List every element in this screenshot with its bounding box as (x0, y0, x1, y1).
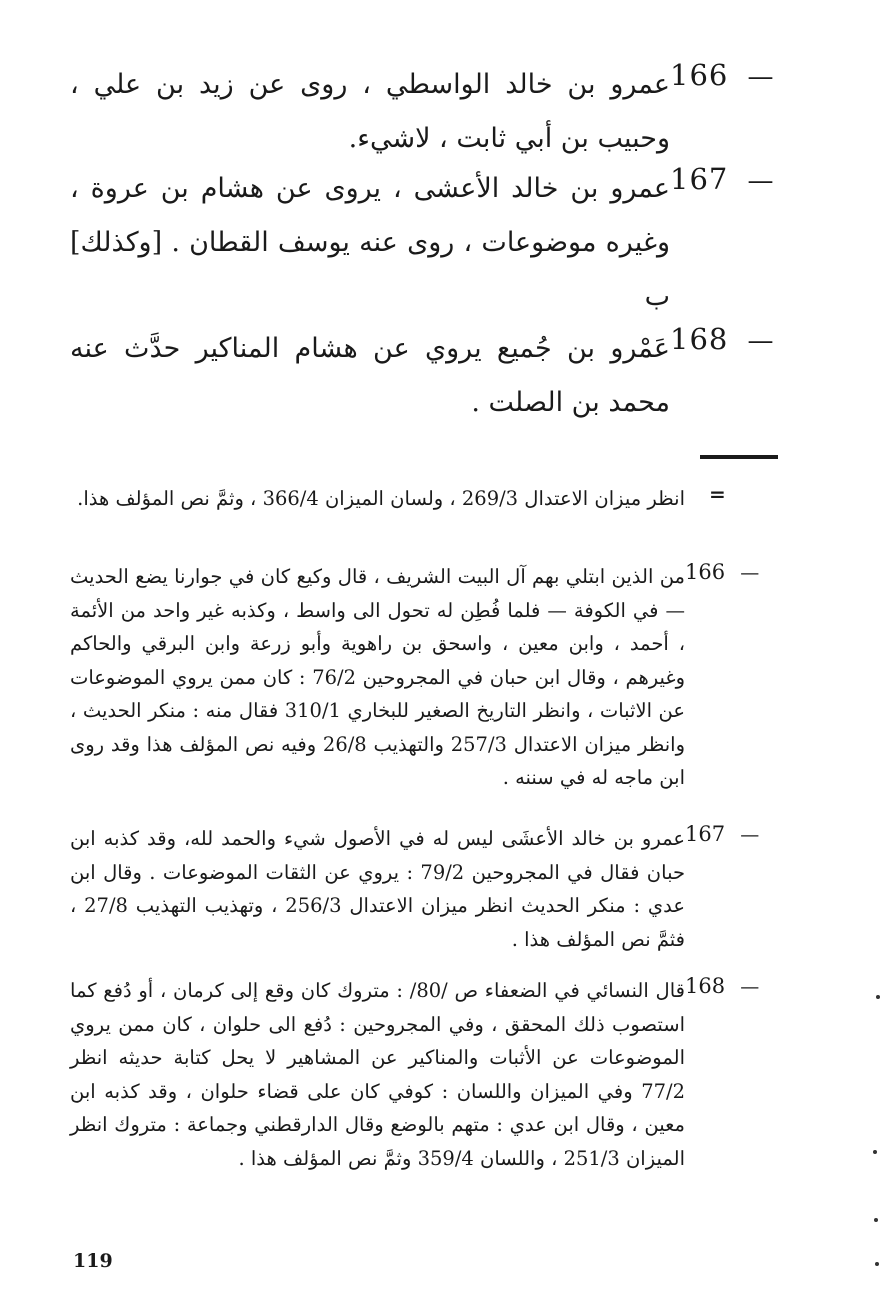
footnote-dash: — (740, 824, 760, 846)
entry-text: عَمْرو بن جُميع يروي عن هشام المناكير حدَّث عنه محمد بن الصلت . (70, 333, 670, 418)
page-number: 119 (73, 1250, 113, 1272)
footnote-dash: — (740, 562, 760, 584)
entry-number: 168 (670, 322, 729, 356)
footnote-167 (70, 822, 785, 956)
footnote-166 (70, 560, 785, 795)
footnote-text: انظر ميزان الاعتدال 269/3 ، ولسان الميزان 366/4 ، وثمَّ نص المؤلف هذا. (77, 487, 685, 510)
scan-speck (874, 1218, 878, 1222)
entry-text: عمرو بن خالد الأعشى ، يروى عن هشام بن عروة ، وغيره موضوعات ، روى عنه يوسف القطان . [وكذلك] ب (70, 173, 670, 312)
entry-dash: — (747, 166, 774, 196)
entry-number-block (670, 58, 790, 92)
footnote-number: 168 (685, 974, 726, 998)
footnote-text: من الذين ابتلي بهم آل البيت الشريف ، قال وكيع كان في جوارنا يضع الحديث — في الكوفة — فلما فُطِن له تحول الى واسط ، وكذبه غير واحد من الأئمة ، أحمد ، وابن معين ، واسحق بن راهوية وأبو زرعة وابن البرقي والحاكم وغيرهم ، وقال ابن حبان في المجروحين 76/2 : كان ممن يروي الموضوعات عن الاثبات ، وانظر التاريخ الصغير للبخاري 310/1 فقال منه : منكر الحديث ، وانظر ميزان الاعتدال 257/3 والتهذيب 26/8 وفيه نص المؤلف هذا وقد روى ابن ماجه له في سننه . (70, 565, 685, 789)
footnote-number-block (685, 560, 785, 584)
entry-number-block (670, 162, 790, 196)
entry-167 (70, 162, 790, 324)
footnote-text: قال النسائي في الضعفاء ص /80/ : متروك كان وقع إلى كرمان ، أو دُفع كما استصوب ذلك المحقق ، وفي المجروحين : دُفع الى حلوان ، كان ممن يروي الموضوعات عن الأثبات والمناكير عن المشاهير لا يحل كتابة حديثه انظر 77/2 وفي الميزان واللسان : كوفي كان على قضاء حلوان ، وقد كذبه ابن معين ، وقال ابن عدي : متهم بالوضع وقال الدارقطني وجماعة : متروك انظر الميزان 251/3 ، واللسان 359/4 وثمَّ نص المؤلف هذا . (70, 979, 685, 1170)
footnote-text: عمرو بن خالد الأعشَى ليس له في الأصول شيء والحمد لله، وقد كذبه ابن حبان فقال في المجروحين 79/2 : يروي عن الثقات الموضوعات . وقال ابن عدي : منكر الحديث انظر ميزان الاعتدال 256/3 ، وتهذيب التهذيب 27/8 ، فثمَّ نص المؤلف هذا . (70, 827, 686, 951)
entry-166 (70, 58, 790, 166)
entry-number: 166 (670, 58, 729, 92)
footnote-separator (700, 455, 778, 459)
footnote-marker-block (685, 482, 785, 506)
footnote-number-block (685, 974, 785, 998)
footnote-dash: — (740, 976, 760, 998)
footnote-168 (70, 974, 785, 1175)
entry-168 (70, 322, 790, 430)
entry-number-block (670, 322, 790, 356)
continuation-marker: = (709, 482, 726, 506)
footnote-number: 167 (685, 822, 726, 846)
footnote-continuation (70, 482, 785, 516)
entry-text: عمرو بن خالد الواسطي ، روى عن زيد بن علي ، وحبيب بن أبي ثابت ، لاشيء. (70, 69, 670, 154)
footnote-number: 166 (685, 560, 726, 584)
entry-dash: — (747, 326, 774, 356)
footnote-number-block (685, 822, 785, 846)
entry-number: 167 (670, 162, 729, 196)
entry-dash: — (747, 62, 774, 92)
scan-speck (876, 995, 880, 999)
scan-speck (875, 1262, 879, 1266)
scan-speck (873, 1150, 877, 1154)
